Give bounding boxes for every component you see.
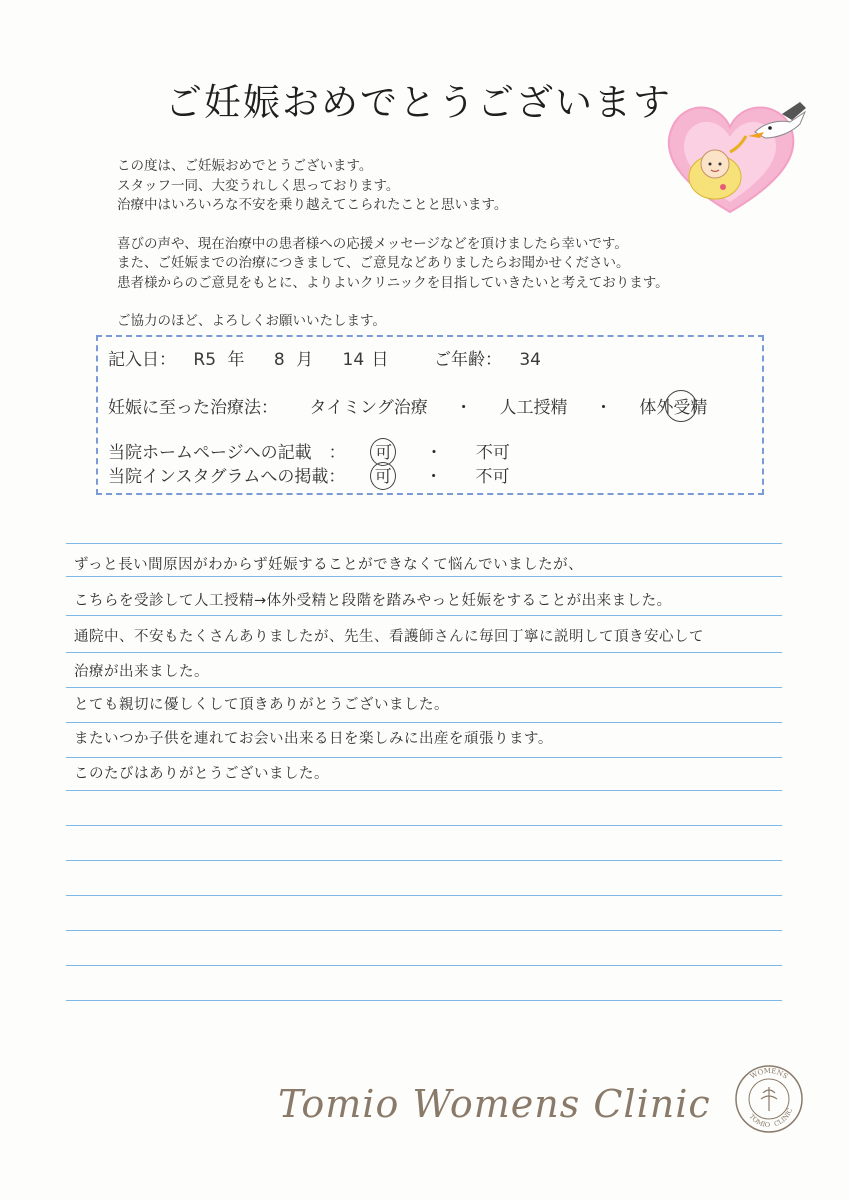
message-line: 治療が出来ました。 — [74, 664, 209, 680]
instagram-row — [108, 462, 510, 487]
instagram-allow-label: 可 — [374, 467, 392, 487]
separator: ・ — [594, 398, 612, 418]
logo-bottom-text-side: CLINIC — [773, 1107, 795, 1129]
treatment-row — [108, 393, 707, 418]
intro-line: 患者様からのご意見をもとに、よりよいクリニックを目指していきたいと考えております。 — [117, 274, 669, 291]
logo-bottom-text: TOMIO — [747, 1112, 771, 1130]
homepage-allow-label: 可 — [375, 443, 393, 463]
ruled-line — [66, 930, 782, 931]
month-unit: 月 — [296, 350, 314, 370]
logo-top-text: WOMENS — [748, 1066, 790, 1081]
intro-line: 治療中はいろいろな不安を乗り越えてこられたことと思います。 — [117, 197, 508, 213]
selected-circle-mark — [370, 462, 396, 490]
year-unit: 年 — [227, 350, 245, 370]
clinic-logo-emblem — [733, 1063, 805, 1135]
ruled-line — [66, 652, 782, 653]
message-line: 通院中、不安もたくさんありましたが、先生、看護師さんに毎回丁寧に説明して頂き安心して — [74, 629, 704, 645]
treatment-option-ivf — [639, 398, 707, 418]
ruled-line — [66, 790, 782, 791]
message-line: またいつか子供を連れてお会い出来る日を楽しみに出産を頑張ります。 — [74, 731, 553, 747]
treatment-option-timing: タイミング治療 — [309, 398, 428, 418]
ruled-line — [66, 1000, 782, 1001]
clinic-name-footer: Tomio Womens Clinic — [278, 1082, 711, 1126]
intro-line: ご協力のほど、よろしくお願いいたします。 — [117, 313, 386, 329]
separator: ・ — [425, 443, 443, 463]
date-era: R5 — [193, 350, 217, 370]
intro-paragraph-2 — [117, 235, 777, 294]
treatment-option-ivf-label: 体外受精 — [639, 398, 708, 418]
intro-line: この度は、ご妊娠おめでとうございます。 — [117, 158, 373, 174]
age-value: 34 — [519, 350, 541, 370]
ruled-line — [66, 757, 782, 758]
month-value: 8 — [273, 350, 285, 370]
homepage-allow — [375, 443, 397, 463]
ruled-line — [66, 722, 782, 723]
instagram-allow — [375, 467, 397, 487]
ruled-line — [66, 576, 782, 577]
info-form-box — [96, 335, 764, 495]
instagram-label: 当院インスタグラムへの掲載： — [108, 467, 346, 487]
homepage-label: 当院ホームページへの記載 ： — [108, 443, 346, 463]
ruled-line — [66, 687, 782, 688]
day-unit: 日 — [371, 350, 389, 370]
intro-text — [117, 157, 777, 351]
ruled-line — [66, 615, 782, 616]
ruled-line — [66, 825, 782, 826]
date-age-row — [108, 345, 541, 370]
page-title: ご妊娠おめでとうございます — [165, 81, 672, 124]
message-line: このたびはありがとうございました。 — [74, 766, 329, 782]
message-line: こちらを受診して人工授精→体外受精と段階を踏みやっと妊娠をすることが出来ました。 — [74, 593, 672, 609]
instagram-disallow: 不可 — [475, 467, 510, 487]
treatment-label: 妊娠に至った治療法： — [108, 398, 278, 418]
intro-paragraph-1 — [117, 157, 777, 216]
date-label: 記入日： — [108, 350, 176, 370]
ruled-line — [66, 543, 782, 544]
age-label: ご年齢： — [433, 350, 502, 370]
message-line: ずっと長い間原因がわからず妊娠することができなくて悩んでいましたが、 — [74, 557, 584, 573]
message-line: とても親切に優しくして頂きありがとうございました。 — [74, 697, 449, 713]
intro-paragraph-3 — [117, 312, 777, 332]
separator: ・ — [425, 467, 443, 487]
intro-line: スタッフ一同、大変うれしく思っております。 — [117, 177, 400, 194]
homepage-disallow: 不可 — [475, 443, 510, 463]
intro-line: 喜びの声や、現在治療中の患者様への応援メッセージなどを頂けましたら幸いです。 — [117, 235, 628, 252]
treatment-option-iui: 人工授精 — [499, 398, 568, 418]
day-value: 14 — [342, 350, 365, 370]
ruled-line — [66, 860, 782, 861]
intro-line: また、ご妊娠までの治療につきまして、ご意見などありましたらお聞かせください。 — [117, 255, 630, 271]
ruled-line — [66, 965, 782, 966]
separator: ・ — [455, 398, 473, 418]
homepage-row — [108, 438, 510, 463]
ruled-line — [66, 895, 782, 896]
